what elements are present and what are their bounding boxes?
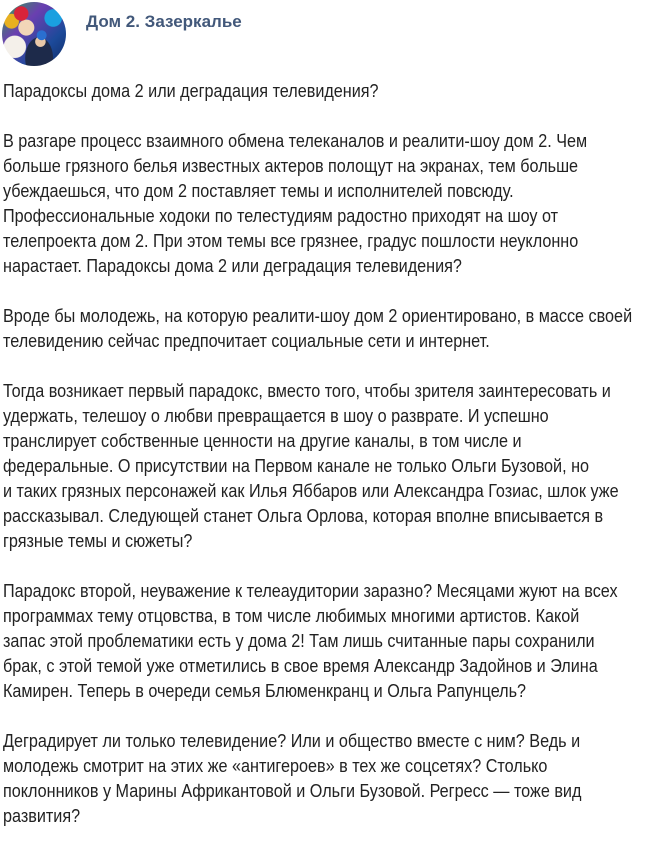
text-line: телепроекта дом 2. При этом темы все грязнее, градус пошлости неуклонно [3, 230, 579, 251]
group-avatar[interactable] [2, 2, 66, 66]
text-line: брак, с этой темой уже отметились в свое время Александр Задойнов и Элина [3, 655, 598, 676]
group-title-link[interactable]: Дом 2. Зазеркалье [86, 12, 242, 31]
text-line: телевидению сейчас предпочитает социальные сети и интернет. [3, 330, 490, 351]
text-line: убеждаешься, что дом 2 поставляет темы и исполнителей повсюду. [3, 180, 514, 201]
text-line: грязные темы и сюжеты? [3, 530, 193, 551]
text-line: Парадокс второй, неуважение к телеаудитории заразно? Месяцами жуют на всех [3, 580, 618, 601]
text-line: рассказывал. Следующей станет Ольга Орлова, которая вполне вписывается в [3, 505, 604, 526]
text-line: удержать, телешоу о любви превращается в шоу о разврате. И успешно [3, 405, 549, 426]
text-line: программах тему отцовства, в том числе любимых многими артистов. Какой [3, 605, 580, 626]
text-line: транслирует собственные ценности на другие каналы, в том числе и [3, 430, 522, 451]
paragraph-5 [3, 728, 668, 828]
text-line: Парадоксы дома 2 или деградация телевидения? [3, 80, 379, 101]
text-line: Камирен. Теперь в очереди семья Блюменкранц и Ольга Рапунцель? [3, 680, 527, 701]
text-line: Деградирует ли только телевидение? Или и общество вместе с ним? Ведь и [3, 730, 581, 751]
text-line: федеральные. О присутствии на Первом канале не только Ольги Бузовой, но [3, 455, 590, 476]
paragraph-3 [3, 378, 668, 553]
text-line: и таких грязных персонажей как Илья Яббаров или Александра Гозиас, шлок уже [3, 480, 619, 501]
post-heading [3, 78, 668, 103]
text-line: Вроде бы молодежь, на которую реалити-шоу дом 2 ориентировано, в массе своей [3, 305, 633, 326]
text-line: Тогда возникает первый парадокс, вместо того, чтобы зрителя заинтересовать и [3, 380, 611, 401]
text-line: поклонников у Марины Африкантовой и Ольги Бузовой. Регресс — тоже вид [3, 780, 582, 801]
paragraph-1 [3, 128, 668, 278]
text-line: развития? [3, 805, 81, 826]
text-line: В разгаре процесс взаимного обмена телеканалов и реалити-шоу дом 2. Чем [3, 130, 588, 151]
text-line: больше грязного белья известных актеров полощут на экранах, тем больше [3, 155, 579, 176]
post-text [3, 78, 668, 853]
paragraph-2 [3, 303, 668, 353]
text-line: запас этой проблематики есть у дома 2! Там лишь считанные пары сохранили [3, 630, 595, 651]
text-line: нарастает. Парадоксы дома 2 или деградация телевидения? [3, 255, 462, 276]
paragraph-4 [3, 578, 668, 703]
post-header [0, 0, 670, 70]
text-line: Профессиональные ходоки по телестудиям радостно приходят на шоу от [3, 205, 559, 226]
text-line: молодежь смотрит на этих же «антигероев» в тех же соцсетях? Столько [3, 755, 548, 776]
